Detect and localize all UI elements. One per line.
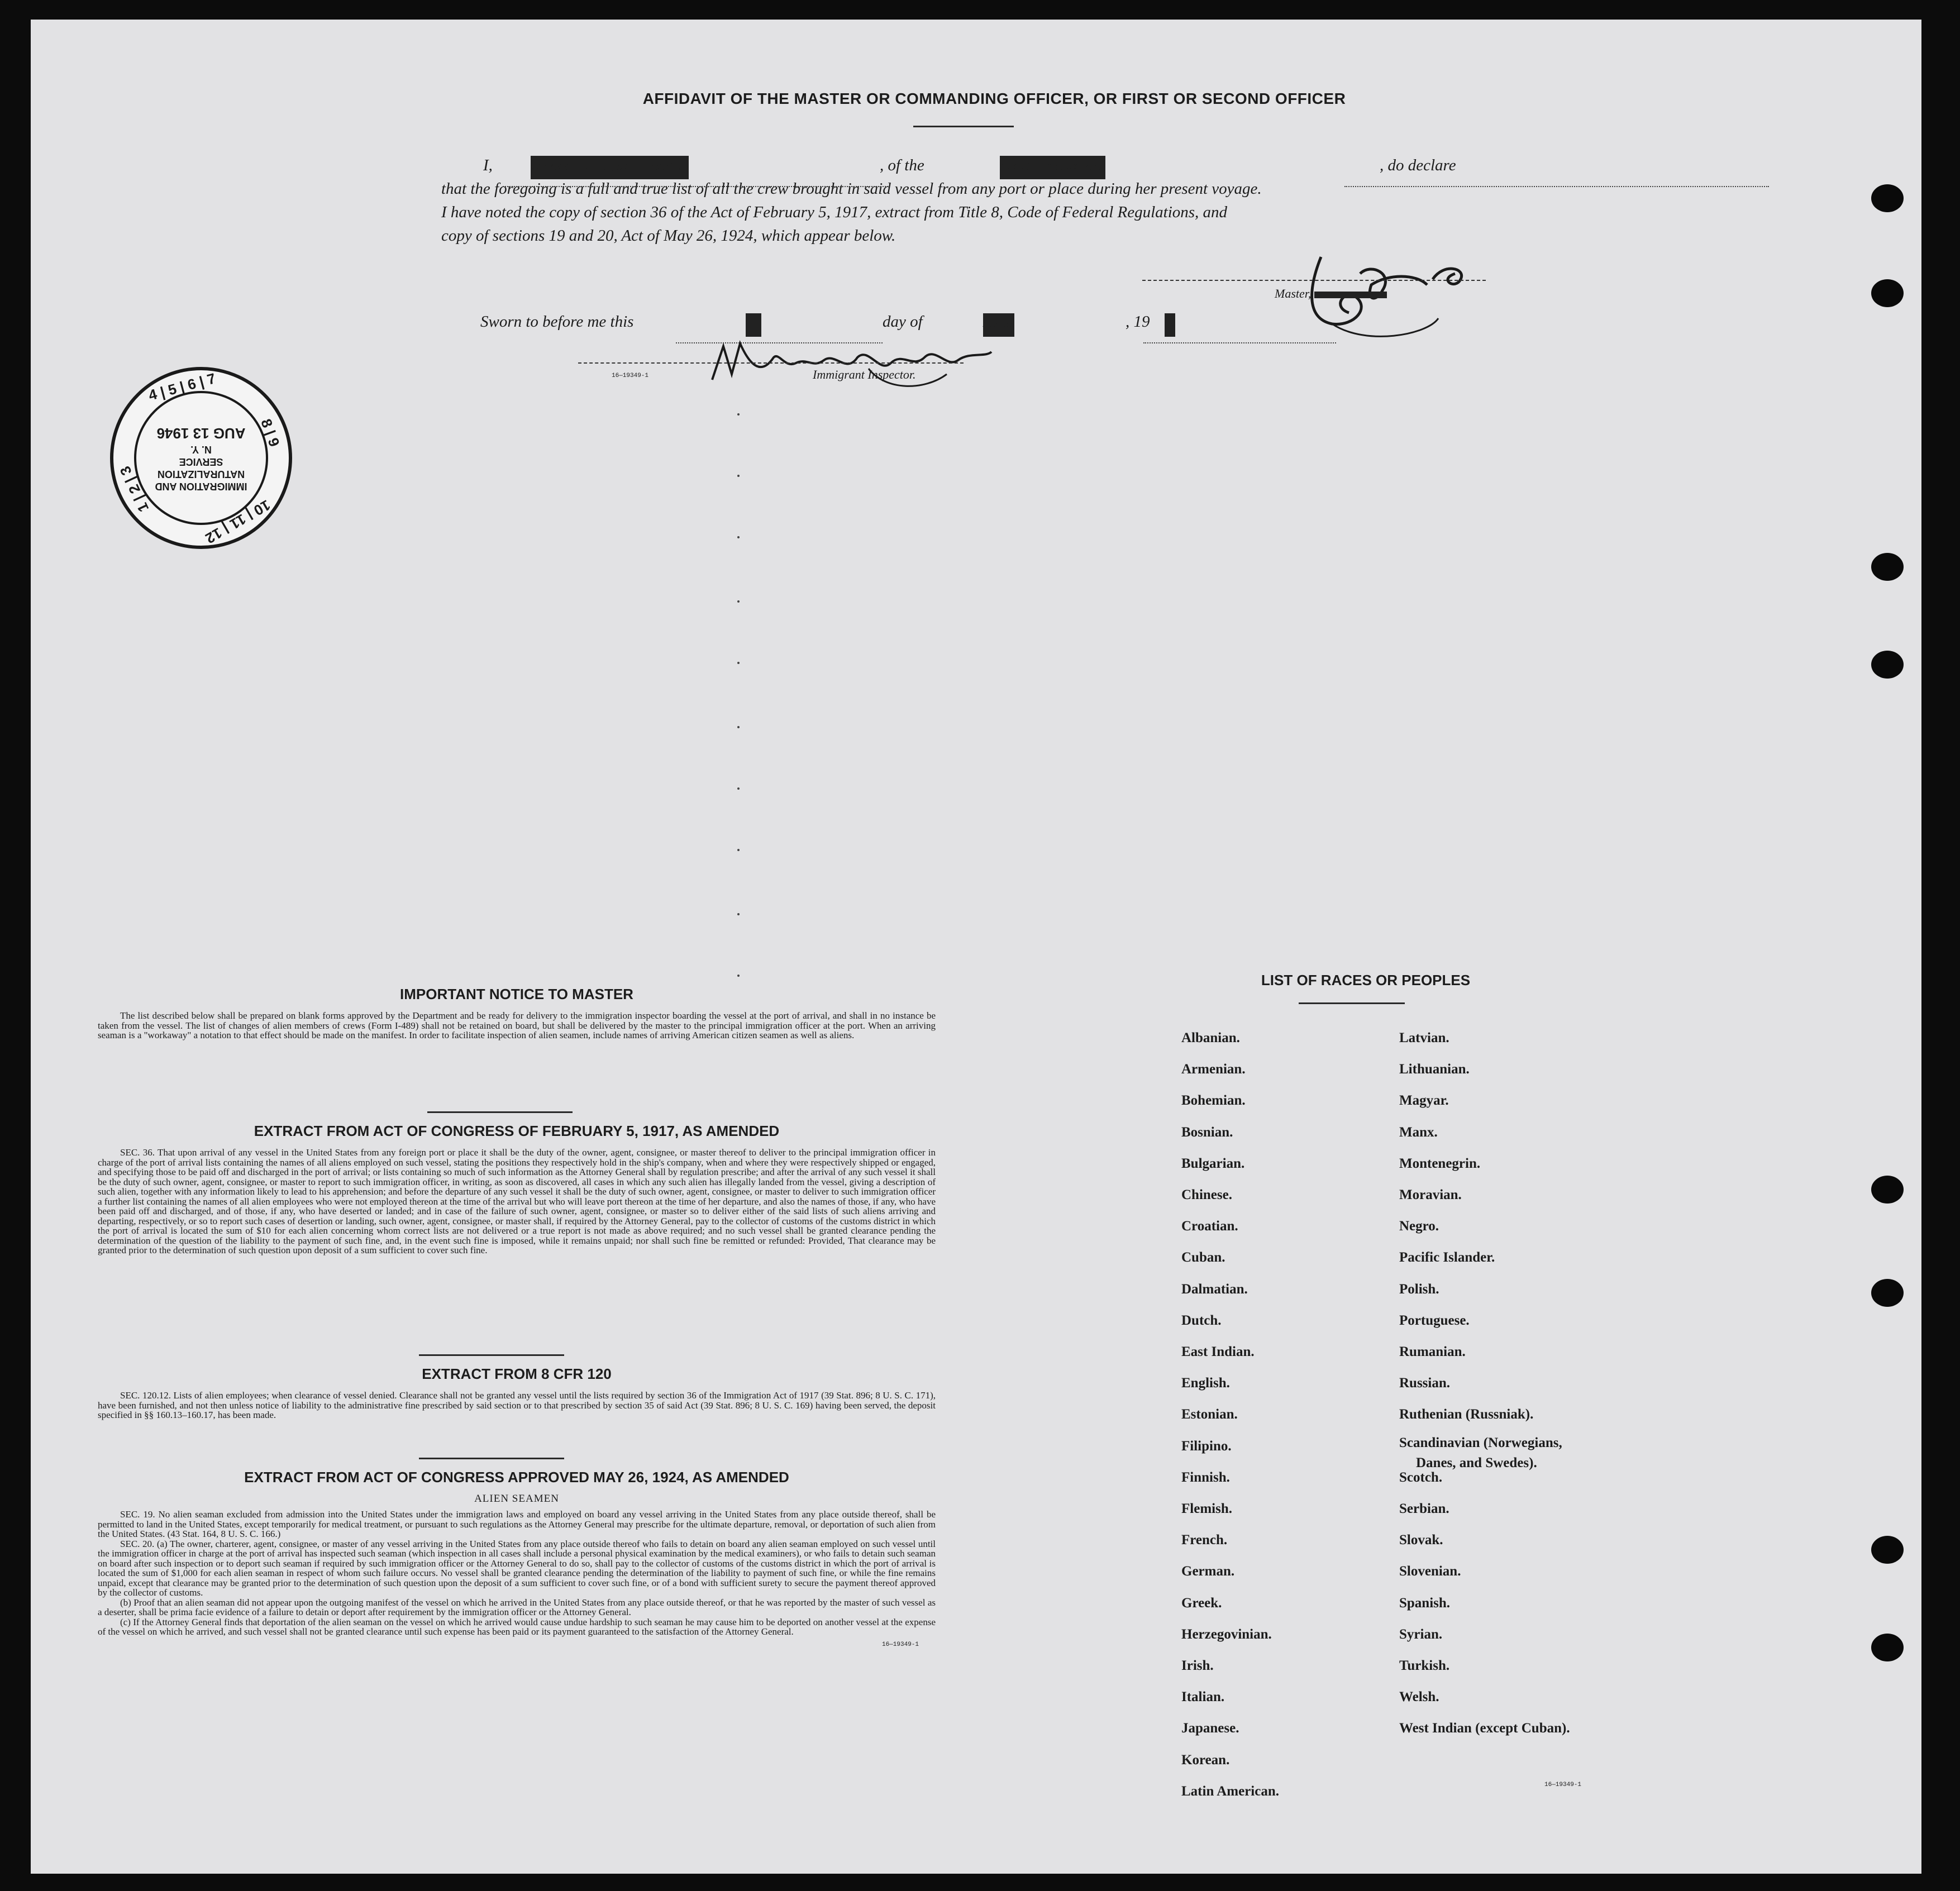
race-item: Montenegrin. xyxy=(1399,1155,1481,1171)
extract-1924-sec20a: SEC. 20. (a) The owner, charterer, agent, consignee, or master of any vessel arriving in the United States from any place outside thereof who fails to detain on board any alien seaman employed on such vessel until the immigration officer in charge at the port of arrival has inspected such seaman (which inspection in all cases shall include a personal physical examination by the medical examiners), or who fails to detain such seaman on board after such inspection or to deport such seaman if required by such immigration officer or the Attorney General to do so, shall pay to the collector of customs of the customs district in which the port of arrival is located the sum of $1,000 for each alien seaman in respect of whom such failure occurs. No vessel shall be granted clearance pending the determination of the liability to payment of such fine, or while the fine remains unpaid, except that clearance may be granted prior to the determination of such question upon the deposit of a sum sufficient to cover such fine, or of a bond with sufficient surety to secure the payment thereof approved by the collector of customs. xyxy=(98,1538,936,1598)
race-item: Slovak. xyxy=(1399,1532,1443,1548)
race-item: Turkish. xyxy=(1399,1658,1450,1673)
master-label-text: Master, xyxy=(1275,286,1312,300)
binder-hole xyxy=(1871,1536,1904,1564)
race-item: Welsh. xyxy=(1399,1689,1439,1705)
master-strikeout xyxy=(1314,292,1387,298)
bleed-dot xyxy=(737,662,740,664)
sworn-month: August xyxy=(983,313,1014,337)
extract-cfr-title: EXTRACT FROM 8 CFR 120 xyxy=(422,1365,612,1382)
extract-1924-sec19: SEC. 19. No alien seaman excluded from admission into the United States under the immigration laws and employed on board any vessel arriving in the United States from any place outside thereof, shall be permitted to land in the United States, except temporarily for medical treatment, or pursuant to such regulations as the Attorney General may prescribe for the ultimate departure, removal, or deportation of such alien from the United States. (43 Stat. 164, 8 U. S. C. 166.) xyxy=(98,1509,936,1539)
binder-hole xyxy=(1871,1176,1904,1204)
race-item: Filipino. xyxy=(1181,1438,1232,1454)
binder-hole xyxy=(1871,651,1904,679)
race-item: Herzegovinian. xyxy=(1181,1626,1272,1642)
line1-prefix: I, xyxy=(483,156,493,174)
race-item: Scotch. xyxy=(1399,1469,1443,1485)
race-item: English. xyxy=(1181,1376,1230,1391)
extract-1924-subtitle: ALIEN SEAMEN xyxy=(474,1493,559,1505)
extract-1924-sec20c: (c) If the Attorney General finds that deportation of the alien seaman on the vessel on which he arrived would cause undue hardship to such seaman he may cause him to be deported on another vessel at the expense of the vessel on which he arrived, and such vessel shall not be granted clearance until such expense has been paid or its payment guaranteed to the satisfaction of the Attorney General. xyxy=(98,1616,936,1637)
race-item: Finnish. xyxy=(1181,1469,1230,1485)
race-item: Slovenian. xyxy=(1399,1564,1461,1579)
bleed-dot xyxy=(737,913,740,915)
race-item: Negro. xyxy=(1399,1219,1439,1234)
race-item: Dutch. xyxy=(1181,1312,1222,1328)
race-item: Syrian. xyxy=(1399,1626,1443,1642)
race-item: West Indian (except Cuban). xyxy=(1399,1721,1570,1736)
name-value: Edward F. Beyer — Master xyxy=(531,156,689,179)
svg-text:IMMIGRATION AND: IMMIGRATION AND xyxy=(155,481,247,492)
date-stamp xyxy=(103,360,299,556)
race-item: Croatian. xyxy=(1181,1219,1238,1234)
bleed-dot xyxy=(737,975,740,977)
race-item: Ruthenian (Russniak). xyxy=(1399,1407,1534,1422)
svg-text:4 | 5 | 6 | 7: 4 | 5 | 6 | 7 xyxy=(146,370,218,404)
sworn-line xyxy=(480,310,1262,333)
document-page xyxy=(31,20,1921,1874)
race-item: Latin American. xyxy=(1181,1783,1279,1799)
extract-1924-sec20b: (b) Proof that an alien seaman did not appear upon the outgoing manifest of the vessel on which he arrived in the United States from any place outside thereof, or that he was reported by the master of such vessel as a deserter, shall be prima facie evidence of a failure to detain or deport after requirement by the immigration officer or the Attorney General. xyxy=(98,1597,936,1617)
binder-hole xyxy=(1871,184,1904,212)
vessel-value: T.A.S. Tolediana xyxy=(1000,156,1105,179)
race-item: Flemish. xyxy=(1181,1501,1232,1516)
race-item: Bosnian. xyxy=(1181,1124,1233,1140)
notice-section xyxy=(98,986,936,1040)
extract-1924-form-number: 16—19349-1 xyxy=(881,1641,919,1648)
month-blank xyxy=(1143,342,1336,343)
extract-1924-title: EXTRACT FROM ACT OF CONGRESS APPROVED MAY 26, 1924, AS AMENDED xyxy=(244,1469,789,1486)
sworn-day: 9th xyxy=(746,313,761,337)
notice-title: IMPORTANT NOTICE TO MASTER xyxy=(400,986,633,1002)
svg-text:NATURALIZATION: NATURALIZATION xyxy=(157,469,245,480)
bleed-dot xyxy=(737,600,740,603)
race-item: Scandinavian (Norwegians, xyxy=(1399,1435,1562,1450)
bleed-dot xyxy=(737,536,740,538)
extract-1917-body: SEC. 36. That upon arrival of any vessel in the United States from any foreign port or place it shall be the duty of the owner, agent, consignee, or master thereof to deliver to the principal immigration officer in charge of the port of arrival lists containing the names of all aliens employed on such vessel, stating the positions they respectively hold in the ship's company, when and where they were respectively shipped or engaged, and specifying those to be paid off and discharged in the port of arrival; or lists containing so much of such information as the Attorney General shall by regulation prescribe; and after the arrival of any such vessel it shall be the duty of such owner, agent, consignee, or master to report to such immigration officer, in writing, as soon as discovered, all cases in which any such alien has illegally landed from the vessel, giving a description of such alien, together with any information likely to lead to his apprehension; and before the departure of any such vessel it shall be the duty of such owner, agent, consignee, or master to deliver to such immigration officer a further list containing the names of all alien employees who were not employed thereon at the time of the arrival but who will leave port thereon at the time of her departure, and also the names of those, if any, who have been paid off and discharged, and of those, if any, who have deserted or landed; and in case of the failure of such owner, agent, consignee, or master so to deliver either of the said lists of such aliens arriving and departing, respectively, or so to report such cases of desertion or landing, such owner, agent, consignee, or master shall, if required by the Attorney General, pay to the collector of customs of the customs district in which the port of arrival is located the sum of $10 for each alien concerning whom correct lists are not delivered or a true report is not made as above required; and no such vessel shall be granted clearance pending the determination of the question of the liability to the payment of such fine, and, in the event such fine is imposed, while it remains unpaid; nor shall such fine be remitted or refunded: Provided, That clearance may be granted prior to the determination of such question upon deposit of a sum sufficient to cover such fine. xyxy=(98,1147,936,1255)
affidavit-line1 xyxy=(441,154,1525,177)
inspector-label: Immigrant Inspector. xyxy=(813,367,916,381)
line1-suffix: , do declare xyxy=(1380,156,1456,174)
bleed-dot xyxy=(737,849,740,851)
affidavit-body xyxy=(441,154,1525,247)
race-item: Albanian. xyxy=(1181,1030,1240,1045)
race-item: Cuban. xyxy=(1181,1250,1225,1266)
binder-hole xyxy=(1871,1279,1904,1307)
binder-hole xyxy=(1871,1634,1904,1661)
race-item: Serbian. xyxy=(1399,1501,1449,1516)
svg-text:1 | 2 | 3: 1 | 2 | 3 xyxy=(116,464,152,515)
sworn-year-prefix: , 19 xyxy=(1126,313,1150,331)
race-item: Moravian. xyxy=(1399,1187,1462,1202)
affidavit-line2: that the foregoing is a full and true list of all the crew brought in said vessel from any port or place during her present voyage. xyxy=(441,180,1262,198)
race-item: Estonian. xyxy=(1181,1407,1238,1422)
svg-text:SERVICE: SERVICE xyxy=(179,456,223,467)
race-item: Manx. xyxy=(1399,1124,1438,1140)
sworn-year: 46 xyxy=(1165,313,1175,337)
race-item: Lithuanian. xyxy=(1399,1062,1470,1077)
svg-text:10 | 11 | 12: 10 | 11 | 12 xyxy=(202,496,274,547)
bleed-dot xyxy=(737,475,740,477)
race-item: Portuguese. xyxy=(1399,1312,1470,1328)
master-signature-line xyxy=(1142,280,1486,281)
extract-1917-title: EXTRACT FROM ACT OF CONGRESS OF FEBRUARY 5, 1917, AS AMENDED xyxy=(254,1123,780,1139)
affidavit-form-number: 16—19349-1 xyxy=(612,373,649,379)
race-item: Japanese. xyxy=(1181,1721,1239,1736)
race-item: Italian. xyxy=(1181,1689,1225,1705)
race-item: Russian. xyxy=(1399,1376,1451,1391)
bleed-dot xyxy=(737,413,740,416)
races-rule xyxy=(1299,1002,1405,1004)
race-item: Chinese. xyxy=(1181,1187,1232,1202)
affidavit-line4: copy of sections 19 and 20, Act of May 26, 1924, which appear below. xyxy=(441,227,896,245)
extract-cfr-section xyxy=(98,1365,936,1420)
svg-text:N. Y.: N. Y. xyxy=(190,444,212,455)
section-rule xyxy=(419,1354,564,1356)
section-rule xyxy=(427,1111,573,1113)
race-item: Armenian. xyxy=(1181,1062,1246,1077)
line1-mid: , of the xyxy=(880,156,924,174)
svg-text:AUG 13 1946: AUG 13 1946 xyxy=(156,425,246,442)
bleed-dot xyxy=(737,726,740,728)
affidavit-title: AFFIDAVIT OF THE MASTER OR COMMANDING OFFICER, OR FIRST OR SECOND OFFICER xyxy=(642,90,1346,107)
section-rule xyxy=(419,1458,564,1459)
binder-hole xyxy=(1871,279,1904,307)
race-item: Danes, and Swedes). xyxy=(1416,1455,1537,1470)
race-item: Rumanian. xyxy=(1399,1344,1466,1359)
race-item: Latvian. xyxy=(1399,1030,1449,1045)
race-item: Bulgarian. xyxy=(1181,1155,1245,1171)
vessel-blank xyxy=(1344,186,1769,187)
race-item: Dalmatian. xyxy=(1181,1281,1248,1297)
notice-body: The list described below shall be prepared on blank forms approved by the Department and be ready for delivery to the immigration inspector boarding the vessel at the port of arrival, and shall in no instance be taken from the vessel. The list of changes of alien members of crews (Form I-489) shall not be retained on board, but shall be delivered by the master to the principal immigration officer at the port. When an arriving seaman is a "workaway" a notation to that effect should be made on the manifest. In order to facilitate inspection of alien seamen, include names of arriving American citizen seamen as well as aliens. xyxy=(98,1010,936,1040)
binder-hole xyxy=(1871,553,1904,581)
race-item: Irish. xyxy=(1181,1658,1214,1673)
extract-1924-section xyxy=(98,1469,936,1648)
extract-cfr-body: SEC. 120.12. Lists of alien employees; when clearance of vessel denied. Clearance shall not be granted any vessel until the lists required by section 36 of the Immigration Act of 1917 (39 Stat. 896; 8 U. S. C. 171), have been furnished, and not then unless notice of liability to the administrative fine prescribed by said section or to that prescribed by section 35 of said Act (39 Stat. 896; 8 U. S. C. 169) having been served, the deposit specified in §§ 160.13–160.17, has been made. xyxy=(98,1390,936,1420)
race-item: Pacific Islander. xyxy=(1399,1250,1495,1266)
race-item: Korean. xyxy=(1181,1752,1230,1768)
sworn-prefix: Sworn to before me this xyxy=(480,313,634,331)
race-item: Magyar. xyxy=(1399,1093,1449,1109)
races-title: LIST OF RACES OR PEOPLES xyxy=(1261,972,1471,989)
race-item: Polish. xyxy=(1399,1281,1439,1297)
master-label xyxy=(1275,282,1387,305)
bleed-dot xyxy=(737,787,740,790)
race-item: Greek. xyxy=(1181,1595,1222,1611)
race-item: French. xyxy=(1181,1532,1228,1548)
svg-text:8 | 9: 8 | 9 xyxy=(257,416,283,449)
race-item: Spanish. xyxy=(1399,1595,1451,1611)
race-item: East Indian. xyxy=(1181,1344,1255,1359)
races-form-number: 16—19349-1 xyxy=(1544,1782,1582,1788)
race-item: German. xyxy=(1181,1564,1235,1579)
race-item: Bohemian. xyxy=(1181,1093,1246,1109)
name-blank xyxy=(503,186,888,187)
sworn-day-of: day of xyxy=(883,313,923,331)
extract-1917-section xyxy=(98,1123,936,1255)
affidavit-line3: I have noted the copy of section 36 of the Act of February 5, 1917, extract from Title 8, Code of Federal Regulations, and xyxy=(441,203,1228,221)
title-rule xyxy=(913,126,1014,127)
